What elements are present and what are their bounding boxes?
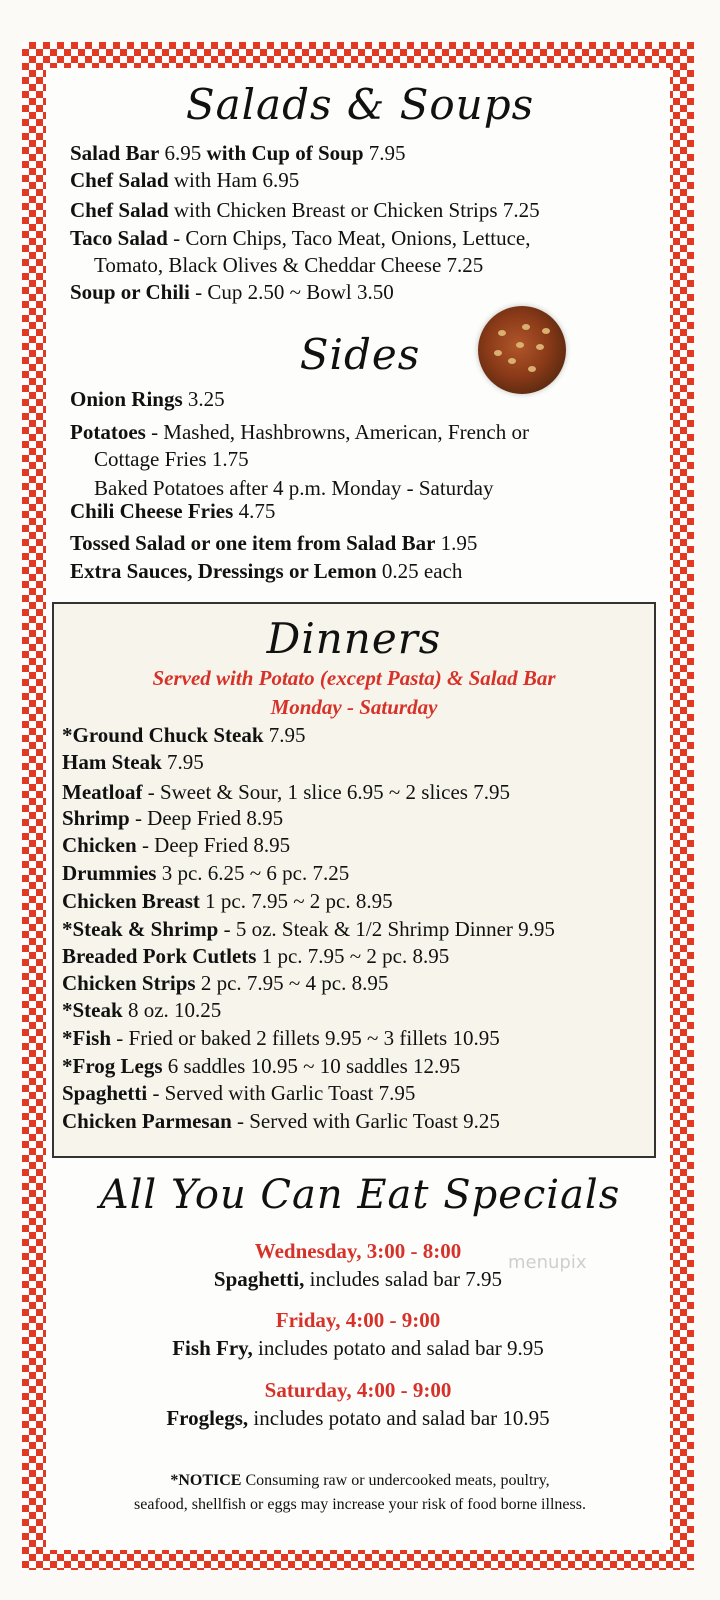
menu-line-extra-sauces: Extra Sauces, Dressings or Lemon 0.25 each (70, 559, 463, 583)
salads-title: Salads & Soups (185, 80, 535, 129)
menu-line-ham-steak: Ham Steak 7.95 (62, 750, 204, 774)
dinners-days: Monday - Saturday (270, 695, 438, 719)
menu-line-potatoes: Potatoes - Mashed, Hashbrowns, American, French or (70, 420, 529, 444)
menu-line-shrimp: Shrimp - Deep Fried 8.95 (62, 806, 284, 830)
menu-line-chili-cheese-fries: Chili Cheese Fries 4.75 (70, 499, 276, 523)
menu-line-potatoes-cont: Cottage Fries 1.75 (94, 447, 249, 471)
menu-line-onion-rings: Onion Rings 3.25 (70, 387, 225, 411)
menu-line-chicken-strips: Chicken Strips 2 pc. 7.95 ~ 4 pc. 8.95 (62, 971, 389, 995)
sides-title: Sides (299, 330, 421, 379)
special-item-froglegs: Froglegs, includes potato and salad bar 10.95 (166, 1406, 550, 1430)
menu-line-salad-bar: Salad Bar 6.95 with Cup of Soup 7.95 (70, 141, 406, 165)
menu-line-drummies: Drummies 3 pc. 6.25 ~ 6 pc. 7.25 (62, 861, 350, 885)
soup-bowl-image (478, 306, 566, 394)
special-day-wednesday: Wednesday, 3:00 - 8:00 (254, 1239, 462, 1263)
menu-line-tossed-salad: Tossed Salad or one item from Salad Bar 1.95 (70, 531, 478, 555)
menu-line-meatloaf: Meatloaf - Sweet & Sour, 1 slice 6.95 ~ 2 slices 7.95 (62, 780, 510, 804)
menu-line-chef-salad-ham: Chef Salad with Ham 6.95 (70, 168, 300, 192)
menu-line-baked-potatoes: Baked Potatoes after 4 p.m. Monday - Saturday (94, 476, 494, 500)
menu-line-taco-salad-cont: Tomato, Black Olives & Cheddar Cheese 7.25 (94, 253, 484, 277)
notice-line-2: seafood, shellfish or eggs may increase your risk of food borne illness. (134, 1496, 586, 1513)
watermark: menupix (508, 1252, 587, 1273)
menu-line-steak-shrimp: *Steak & Shrimp - 5 oz. Steak & 1/2 Shrimp Dinner 9.95 (62, 917, 555, 941)
special-day-saturday: Saturday, 4:00 - 9:00 (264, 1378, 452, 1402)
menu-line-chicken-parmesan: Chicken Parmesan - Served with Garlic Toast 9.25 (62, 1109, 500, 1133)
notice-line-1: *NOTICE Consuming raw or undercooked meats, poultry, (170, 1472, 550, 1489)
special-item-spaghetti: Spaghetti, includes salad bar 7.95 (213, 1267, 503, 1291)
menu-line-spaghetti: Spaghetti - Served with Garlic Toast 7.95 (62, 1081, 416, 1105)
menu-line-chicken-breast: Chicken Breast 1 pc. 7.95 ~ 2 pc. 8.95 (62, 889, 393, 913)
menu-line-pork-cutlets: Breaded Pork Cutlets 1 pc. 7.95 ~ 2 pc. 8.95 (62, 944, 450, 968)
specials-title: All You Can Eat Specials (99, 1172, 621, 1218)
menu-line-steak: *Steak 8 oz. 10.25 (62, 998, 222, 1022)
menu-line-ground-chuck: *Ground Chuck Steak 7.95 (62, 723, 306, 747)
dinners-subtitle: Served with Potato (except Pasta) & Salad Bar (152, 666, 556, 690)
menu-line-chef-salad-chicken: Chef Salad with Chicken Breast or Chicken Strips 7.25 (70, 198, 540, 222)
menu-line-fish: *Fish - Fried or baked 2 fillets 9.95 ~ 3 fillets 10.95 (62, 1026, 500, 1050)
special-item-fish-fry: Fish Fry, includes potato and salad bar 9.95 (172, 1336, 544, 1360)
menu-line-chicken: Chicken - Deep Fried 8.95 (62, 833, 291, 857)
menu-line-taco-salad: Taco Salad - Corn Chips, Taco Meat, Onions, Lettuce, (70, 226, 531, 250)
menu-line-soup-chili: Soup or Chili - Cup 2.50 ~ Bowl 3.50 (70, 280, 394, 304)
menu-line-frog-legs: *Frog Legs 6 saddles 10.95 ~ 10 saddles 12.95 (62, 1054, 461, 1078)
dinners-title: Dinners (266, 614, 442, 663)
special-day-friday: Friday, 4:00 - 9:00 (275, 1308, 441, 1332)
